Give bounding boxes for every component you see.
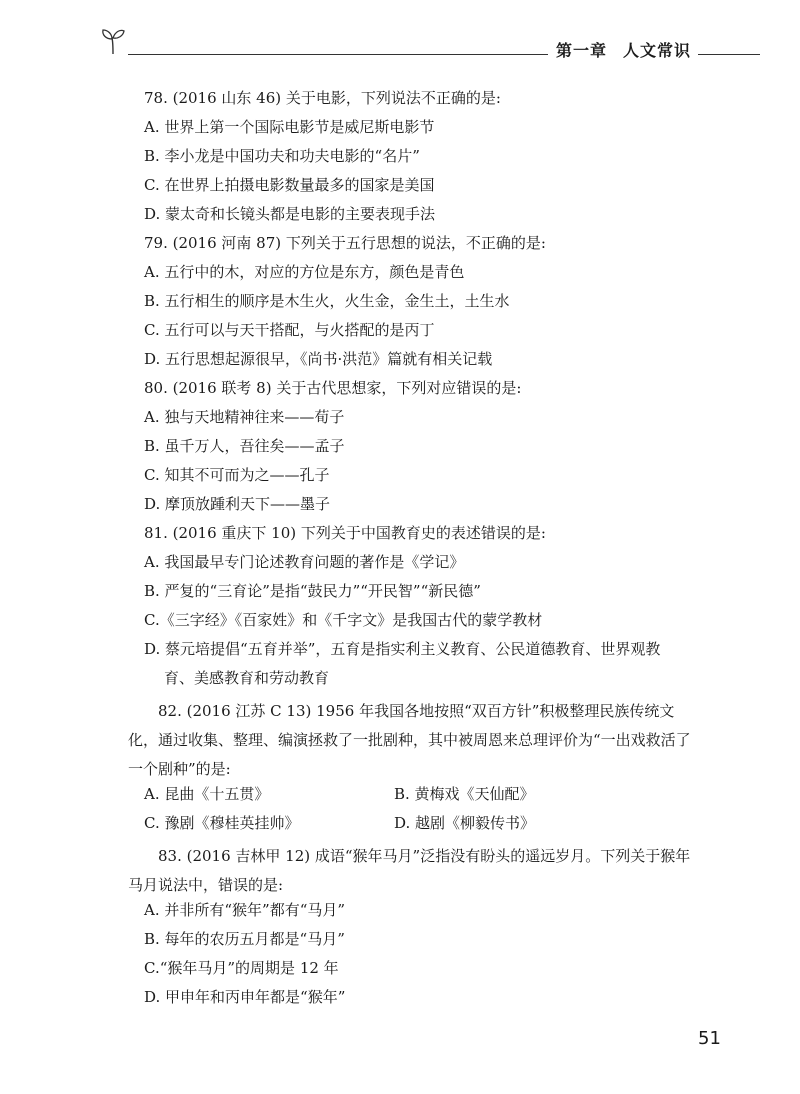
question-list — [128, 88, 704, 1016]
question-83-option-a: A. 并非所有“猴年”都有“马月” — [144, 901, 346, 919]
question-82-option-a: A. 昆曲《十五贯》 — [144, 785, 270, 803]
question-83-option-c: C.“猴年马月”的周期是 12 年 — [144, 959, 339, 977]
question-81-stem: 81. (2016 重庆下 10) 下列关于中国教育史的表述错误的是: — [144, 524, 546, 542]
question-78-option-a: A. 世界上第一个国际电影节是威尼斯电影节 — [144, 118, 435, 136]
chapter-title: 人文常识 — [623, 41, 692, 60]
sprout-icon — [100, 26, 126, 56]
question-82-options-row-1 — [144, 784, 704, 813]
question-78-option-d: D. 蒙太奇和长镜头都是电影的主要表现手法 — [144, 205, 436, 223]
question-83-option-b: B. 每年的农历五月都是“马月” — [144, 930, 345, 948]
header-rule-right — [698, 54, 760, 55]
question-81-option-a: A. 我国最早专门论述教育问题的著作是《学记》 — [144, 553, 465, 571]
question-82-options-row-2 — [144, 813, 704, 842]
chapter-heading — [556, 38, 691, 61]
question-79-option-a: A. 五行中的木，对应的方位是东方，颜色是青色 — [144, 263, 465, 281]
question-81-option-d: D. 蔡元培提倡“五育并举”，五育是指实利主义教育、公民道德教育、世界观教 — [144, 640, 661, 658]
chapter-number: 第一章 — [556, 41, 608, 60]
question-78-stem: 78. (2016 山东 46) 关于电影，下列说法不正确的是: — [144, 89, 501, 107]
question-80-option-d: D. 摩顶放踵利天下——墨子 — [144, 495, 331, 513]
question-82-option-d: D. 越剧《柳毅传书》 — [394, 814, 536, 832]
question-79-stem: 79. (2016 河南 87) 下列关于五行思想的说法，不正确的是: — [144, 234, 546, 252]
question-81-option-d-continued: 育、美感教育和劳动教育 — [164, 669, 330, 687]
page-number: 51 — [698, 1028, 721, 1049]
question-83-option-d: D. 甲申年和丙申年都是“猴年” — [144, 988, 346, 1006]
question-79-option-c: C. 五行可以与天干搭配，与火搭配的是丙丁 — [144, 321, 435, 339]
question-78-option-c: C. 在世界上拍摄电影数量最多的国家是美国 — [144, 176, 435, 194]
question-83-stem: 83. (2016 吉林甲 12) 成语“猴年马月”泛指没有盼头的遥远岁月。下列关于猴年马月说法中，错误的是: — [128, 847, 691, 894]
header-rule-left — [128, 54, 548, 55]
question-81-option-b: B. 严复的“三育论”是指“鼓民力”“开民智”“新民德” — [144, 582, 481, 600]
question-78-option-b: B. 李小龙是中国功夫和功夫电影的“名片” — [144, 147, 420, 165]
question-82-stem: 82. (2016 江苏 C 13) 1956 年我国各地按照“双百方针”积极整理民族传统文化，通过收集、整理、编演拯救了一批剧种，其中被周恩来总理评价为“一出戏救活了一个剧种”的是: — [128, 702, 691, 778]
question-79-option-d: D. 五行思想起源很早，《尚书·洪范》篇就有相关记载 — [144, 350, 493, 368]
question-79-option-b: B. 五行相生的顺序是木生火，火生金，金生土，土生水 — [144, 292, 510, 310]
question-82-option-b: B. 黄梅戏《天仙配》 — [394, 785, 535, 803]
question-80-option-c: C. 知其不可而为之——孔子 — [144, 466, 330, 484]
question-82-option-c: C. 豫剧《穆桂英挂帅》 — [144, 814, 300, 832]
question-80-stem: 80. (2016 联考 8) 关于古代思想家，下列对应错误的是: — [144, 379, 522, 397]
page-header — [0, 0, 800, 80]
question-81-option-c: C.《三字经》《百家姓》和《千字文》是我国古代的蒙学教材 — [144, 611, 543, 629]
question-80-option-a: A. 独与天地精神往来——荀子 — [144, 408, 345, 426]
question-80-option-b: B. 虽千万人，吾往矣——孟子 — [144, 437, 345, 455]
